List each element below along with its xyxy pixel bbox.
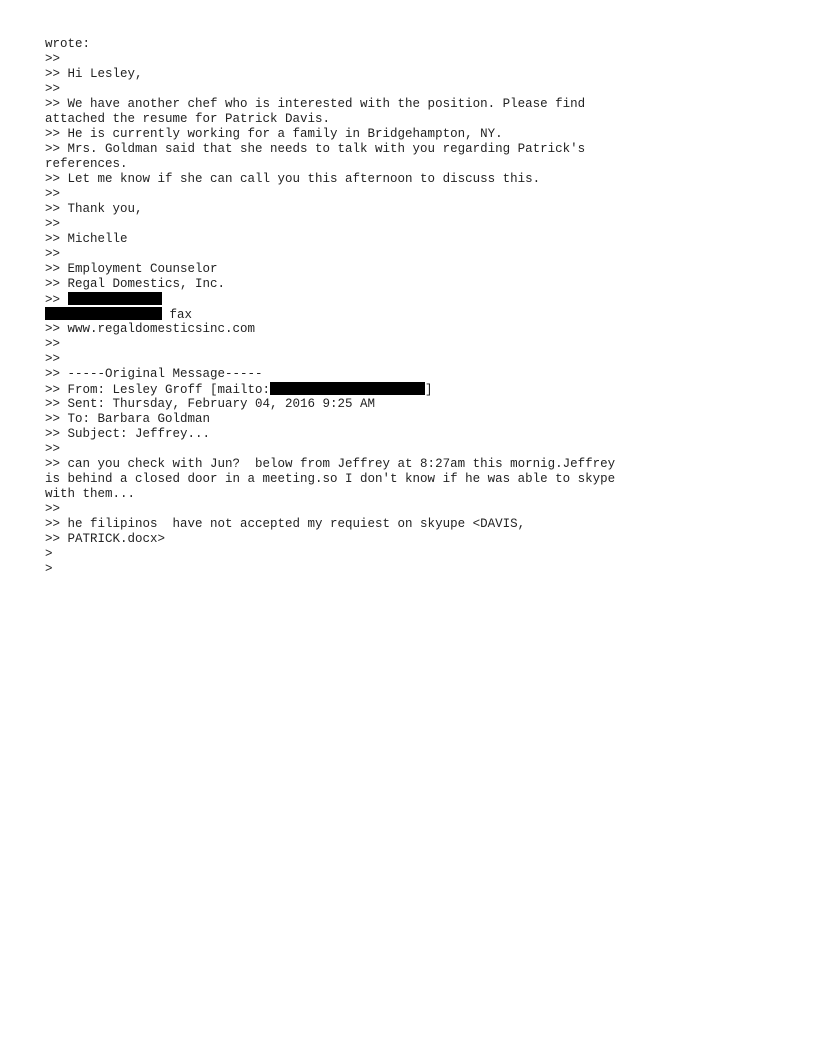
redaction-block — [45, 307, 162, 320]
email-line: >> Regal Domestics, Inc. — [45, 277, 226, 291]
email-line: >> Hi Lesley, — [45, 67, 143, 81]
email-line: >> Employment Counselor — [45, 262, 218, 276]
phone-prefix: >> — [45, 293, 68, 307]
email-line: with them... — [45, 487, 136, 501]
sent-line: >> Sent: Thursday, February 04, 2016 9:25 AM — [45, 397, 376, 411]
attachment-line: >> PATRICK.docx> — [45, 532, 166, 546]
fax-line — [45, 307, 785, 322]
email-line: is behind a closed door in a meeting.so I don't know if he was able to skype — [45, 472, 616, 486]
redaction-block — [270, 382, 425, 395]
email-line: >> — [45, 217, 61, 231]
email-line: >> — [45, 502, 61, 516]
email-line: >> He is currently working for a family in Bridgehampton, NY. — [45, 127, 503, 141]
email-line: attached the resume for Patrick Davis. — [45, 112, 331, 126]
email-line: > — [45, 562, 53, 576]
from-suffix: ] — [425, 383, 433, 397]
email-line: > — [45, 547, 53, 561]
from-prefix: >> From: Lesley Groff [mailto: — [45, 383, 271, 397]
phone-line — [45, 292, 785, 307]
email-line: >> Michelle — [45, 232, 128, 246]
email-line: >> — [45, 52, 61, 66]
fax-label: fax — [162, 308, 193, 322]
email-line: >> www.regaldomesticsinc.com — [45, 322, 256, 336]
original-message-header: >> -----Original Message----- — [45, 367, 263, 381]
email-line: wrote: — [45, 37, 91, 51]
email-line: >> — [45, 247, 61, 261]
email-line: >> — [45, 337, 61, 351]
redaction-block — [68, 292, 162, 305]
email-line: >> — [45, 187, 61, 201]
to-line: >> To: Barbara Goldman — [45, 412, 211, 426]
email-line: >> can you check with Jun? below from Jeffrey at 8:27am this mornig.Jeffrey — [45, 457, 616, 471]
email-line: >> Let me know if she can call you this afternoon to discuss this. — [45, 172, 541, 186]
email-line: >> — [45, 442, 61, 456]
email-line: >> We have another chef who is interested with the position. Please find — [45, 97, 586, 111]
email-body — [45, 37, 785, 577]
email-line: references. — [45, 157, 128, 171]
email-line: >> — [45, 352, 61, 366]
email-line: >> Mrs. Goldman said that she needs to talk with you regarding Patrick's — [45, 142, 586, 156]
email-line: >> he filipinos have not accepted my requiest on skyupe <DAVIS, — [45, 517, 526, 531]
email-line: >> Thank you, — [45, 202, 143, 216]
email-line: >> — [45, 82, 61, 96]
from-line — [45, 382, 785, 397]
subject-line: >> Subject: Jeffrey... — [45, 427, 211, 441]
